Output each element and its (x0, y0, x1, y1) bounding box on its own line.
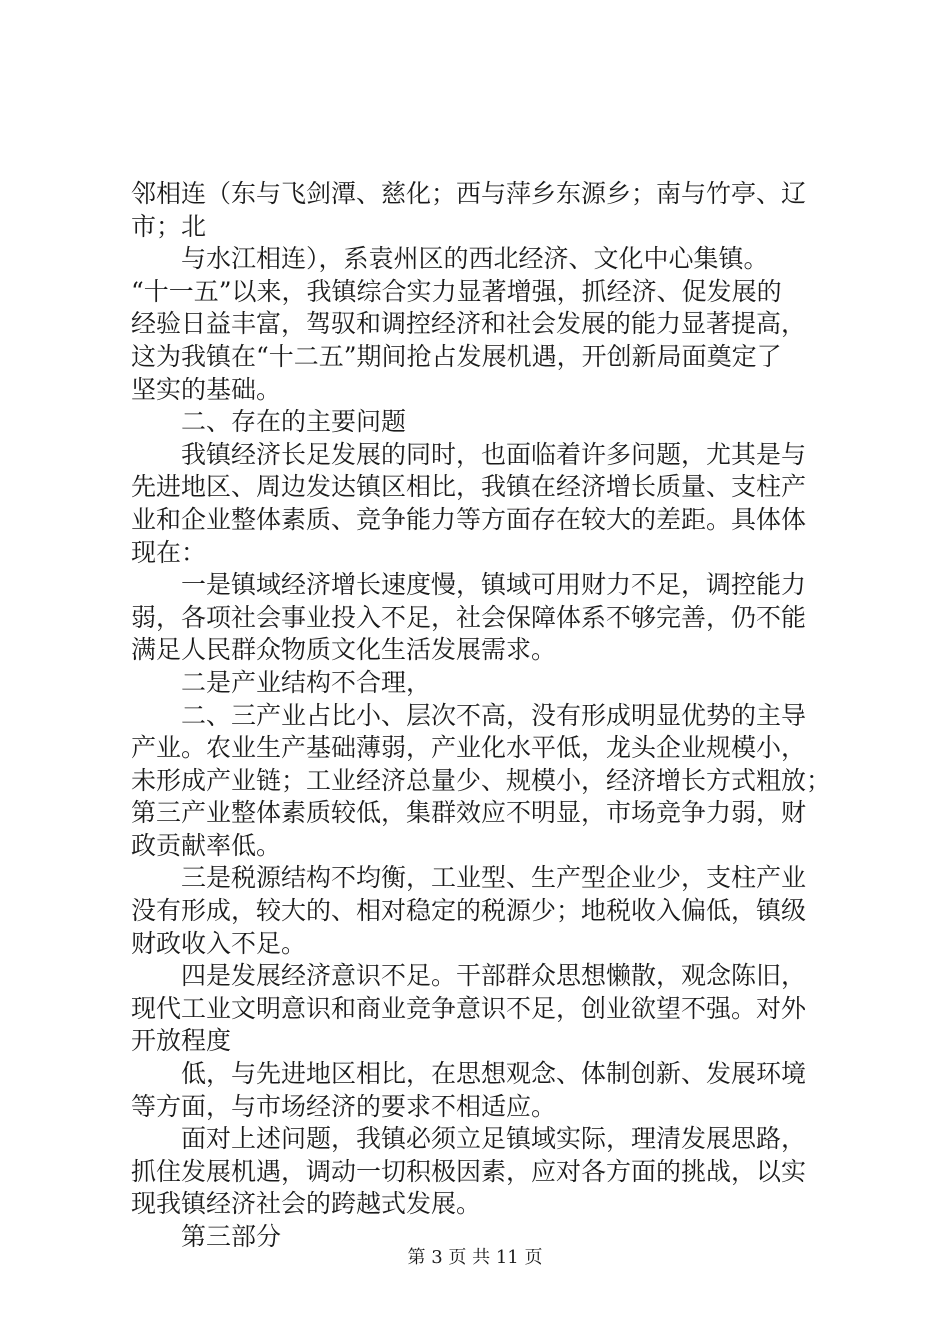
text-line: 四是发展经济意识不足。干部群众思想懒散，观念陈旧， (131, 961, 807, 991)
text-line: 这为我镇在“十二五”期间抢占发展机遇，开创新局面奠定了 (131, 341, 782, 371)
page-number-footer: 第 3 页 共 11 页 (407, 1247, 543, 1268)
text-line: 开放程度 (131, 1026, 232, 1056)
text-line: 未形成产业链；工业经济总量少、规模小，经济增长方式粗放； (131, 765, 832, 795)
text-line: 面对上述问题，我镇必须立足镇域实际，理清发展思路， (131, 1124, 807, 1154)
text-line: 一是镇域经济增长速度慢，镇域可用财力不足，调控能力 (131, 570, 807, 600)
text-line: “十一五”以来，我镇综合实力显著增强，抓经济、促发展的 (131, 276, 782, 306)
text-line: 抓住发展机遇，调动一切积极因素，应对各方面的挑战，以实 (131, 1156, 807, 1186)
text-line: 二是产业结构不合理， (131, 667, 432, 697)
text-line: 现我镇经济社会的跨越式发展。 (131, 1189, 482, 1219)
text-line: 等方面，与市场经济的要求不相适应。 (131, 1091, 557, 1121)
text-line: 与水江相连），系袁州区的西北经济、文化中心集镇。 (131, 244, 769, 274)
text-line: 坚实的基础。 (131, 374, 282, 404)
section-heading: 第三部分 (131, 1222, 282, 1251)
text-line: 邻相连（东与飞剑潭、慈化；西与萍乡东源乡；南与竹亭、辽 (131, 179, 807, 208)
section-heading: 二、存在的主要问题 (131, 407, 407, 437)
text-line: 业和企业整体素质、竞争能力等方面存在较大的差距。具体体 (131, 504, 807, 534)
text-line: 我镇经济长足发展的同时，也面临着许多问题，尤其是与 (131, 439, 807, 469)
text-line: 第三产业整体素质较低，集群效应不明显，市场竞争力弱，财 (131, 798, 807, 828)
text-line: 没有形成，较大的、相对稳定的税源少；地税收入偏低，镇级 (131, 896, 807, 926)
text-line: 二、三产业占比小、层次不高，没有形成明显优势的主导 (131, 700, 807, 730)
text-line: 弱，各项社会事业投入不足，社会保障体系不够完善，仍不能 (131, 602, 807, 632)
document-body (131, 178, 831, 1254)
text-line: 现在： (131, 537, 207, 567)
text-line: 先进地区、周边发达镇区相比，我镇在经济增长质量、支柱产 (131, 472, 807, 502)
text-line: 经验日益丰富，驾驭和调控经济和社会发展的能力显著提高， (131, 309, 807, 339)
text-line: 财政收入不足。 (131, 928, 307, 958)
text-line: 市；北 (131, 211, 207, 241)
text-line: 低，与先进地区相比，在思想观念、体制创新、发展环境 (131, 1059, 807, 1089)
text-line: 三是税源结构不均衡，工业型、生产型企业少，支柱产业 (131, 863, 807, 893)
text-line: 满足人民群众物质文化生活发展需求。 (131, 635, 557, 665)
text-line: 产业。农业生产基础薄弱，产业化水平低，龙头企业规模小， (131, 733, 807, 763)
text-line: 现代工业文明意识和商业竞争意识不足，创业欲望不强。对外 (131, 993, 807, 1023)
text-line: 政贡献率低。 (131, 830, 282, 860)
